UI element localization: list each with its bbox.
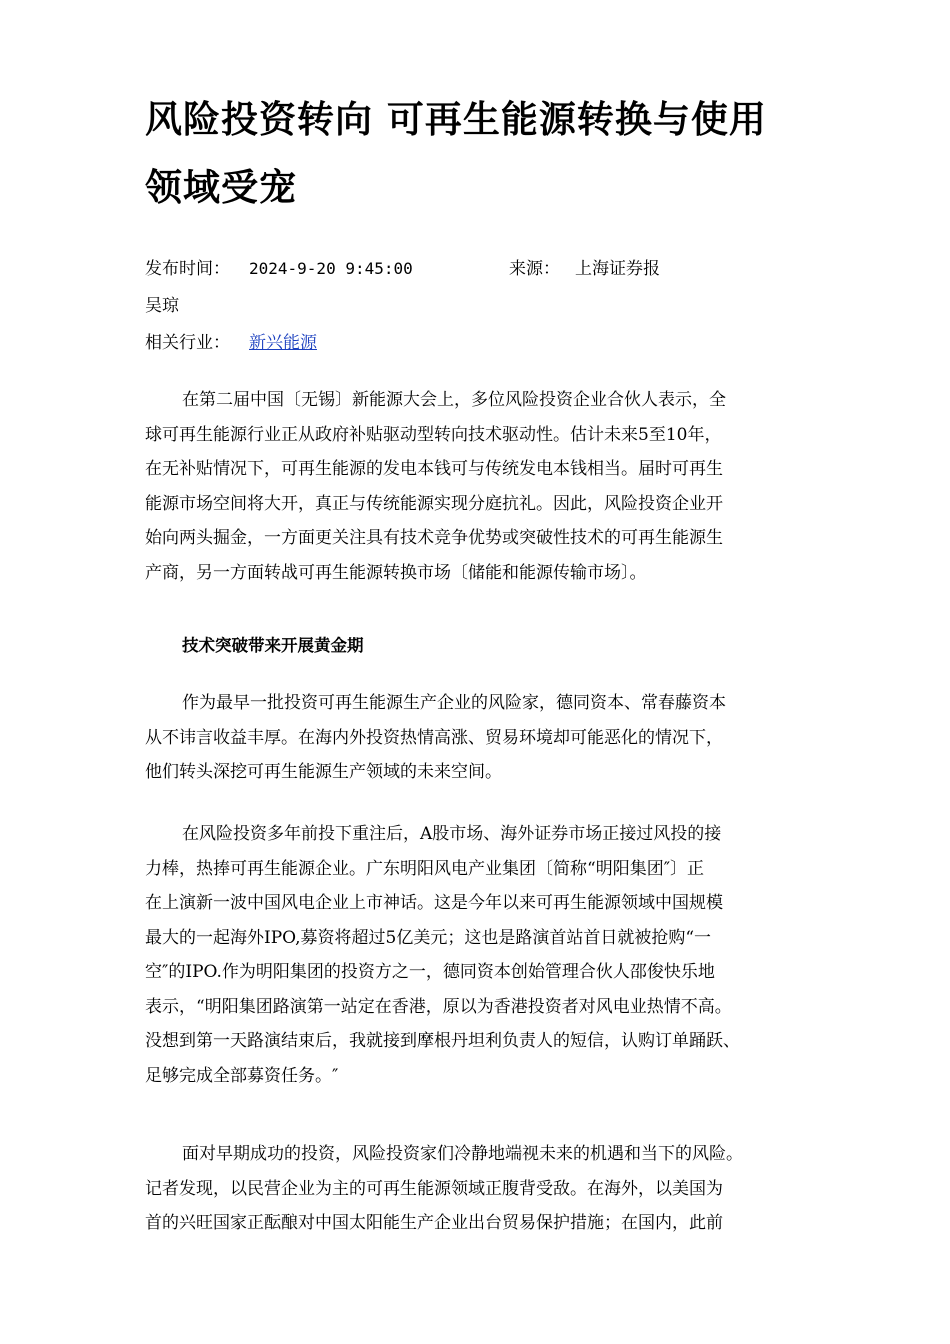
paragraph-line: 产商，另一方面转战可再生能源转换市场〔储能和能源传输市场〕。 — [145, 562, 647, 583]
paragraph-line: 记者发现，以民营企业为主的可再生能源领域正腹背受敌。在海外，以美国为 — [145, 1178, 723, 1199]
paragraph-line: 在无补贴情况下，可再生能源的发电本钱可与传统发电本钱相当。届时可再生 — [145, 459, 723, 479]
paragraph-line: 在上演新一波中国风电企业上市神话。这是今年以来可再生能源领域中国规模 — [145, 893, 723, 913]
paragraph-line: 始向两头掘金，一方面更关注具有技术竞争优势或突破性技术的可再生能源生 — [145, 528, 723, 548]
paragraph-4 — [145, 1137, 810, 1241]
paragraph-2 — [145, 686, 810, 790]
paragraph-line: 在风险投资多年前投下重注后，A股市场、海外证券市场正接过风投的接 — [182, 824, 722, 844]
industry-row — [145, 331, 317, 355]
paragraph-line: 足够完成全部募资任务。″ — [145, 1065, 339, 1086]
paragraph-line: 他们转头深挖可再生能源生产领域的未来空间。 — [145, 762, 502, 782]
paragraph-line: 作为最早一批投资可再生能源生产企业的风险家，德同资本、常春藤资本 — [182, 693, 726, 713]
paragraph-1 — [145, 383, 810, 590]
paragraph-line: 空″的IPO.作为明阳集团的投资方之一，德同资本创始管理合伙人邵俊快乐地 — [145, 962, 715, 982]
date-value: 2024-9-20 9:45:00 — [249, 259, 413, 278]
author-name: 吴琼 — [145, 296, 179, 316]
author-row — [145, 294, 179, 318]
paragraph-line: 首的兴旺国家正酝酿对中国太阳能生产企业出台贸易保护措施；在国内，此前 — [145, 1213, 723, 1233]
title-line-1: 风险投资转向 可再生能源转换与使用 — [145, 98, 767, 141]
paragraph-line: 最大的一起海外IPO,募资将超过5亿美元；这也是路演首站首日就被抢购“一 — [145, 927, 712, 948]
paragraph-line: 球可再生能源行业正从政府补贴驱动型转向技术驱动性。估计未来5至10年， — [145, 424, 722, 445]
title-line-2: 领域受宠 — [145, 166, 297, 209]
paragraph-line: 从不讳言收益丰厚。在海内外投资热情高涨、贸易环境却可能恶化的情况下， — [145, 727, 723, 748]
source-label: 来源： — [509, 259, 560, 279]
paragraph-line: 在第二届中国〔无锡〕新能源大会上，多位风险投资企业合伙人表示，全 — [182, 390, 726, 410]
publish-meta-row — [145, 257, 660, 281]
paragraph-line: 没想到第一天路演结束后，我就接到摩根丹坦利负责人的短信，认购订单踊跃、 — [145, 1031, 740, 1051]
paragraph-line: 表示，“明阳集团路演第一站定在香港，原以为香港投资者对风电业热情不高。 — [145, 996, 732, 1017]
section-subheading: 技术突破带来开展黄金期 — [182, 636, 364, 655]
article-title — [145, 86, 810, 222]
industry-link[interactable]: 新兴能源 — [249, 333, 317, 353]
paragraph-line: 面对早期成功的投资，风险投资家们冷静地端视未来的机遇和当下的风险。 — [182, 1144, 743, 1164]
industry-label: 相关行业： — [145, 333, 230, 353]
paragraph-3 — [145, 817, 810, 1093]
source-value: 上海证券报 — [575, 259, 660, 279]
paragraph-line: 能源市场空间将大开，真正与传统能源实现分庭抗礼。因此，风险投资企业开 — [145, 493, 723, 514]
date-label: 发布时间： — [145, 259, 230, 279]
paragraph-line: 力棒，热捧可再生能源企业。广东明阳风电产业集团〔简称“明阳集团″〕正 — [145, 858, 705, 879]
